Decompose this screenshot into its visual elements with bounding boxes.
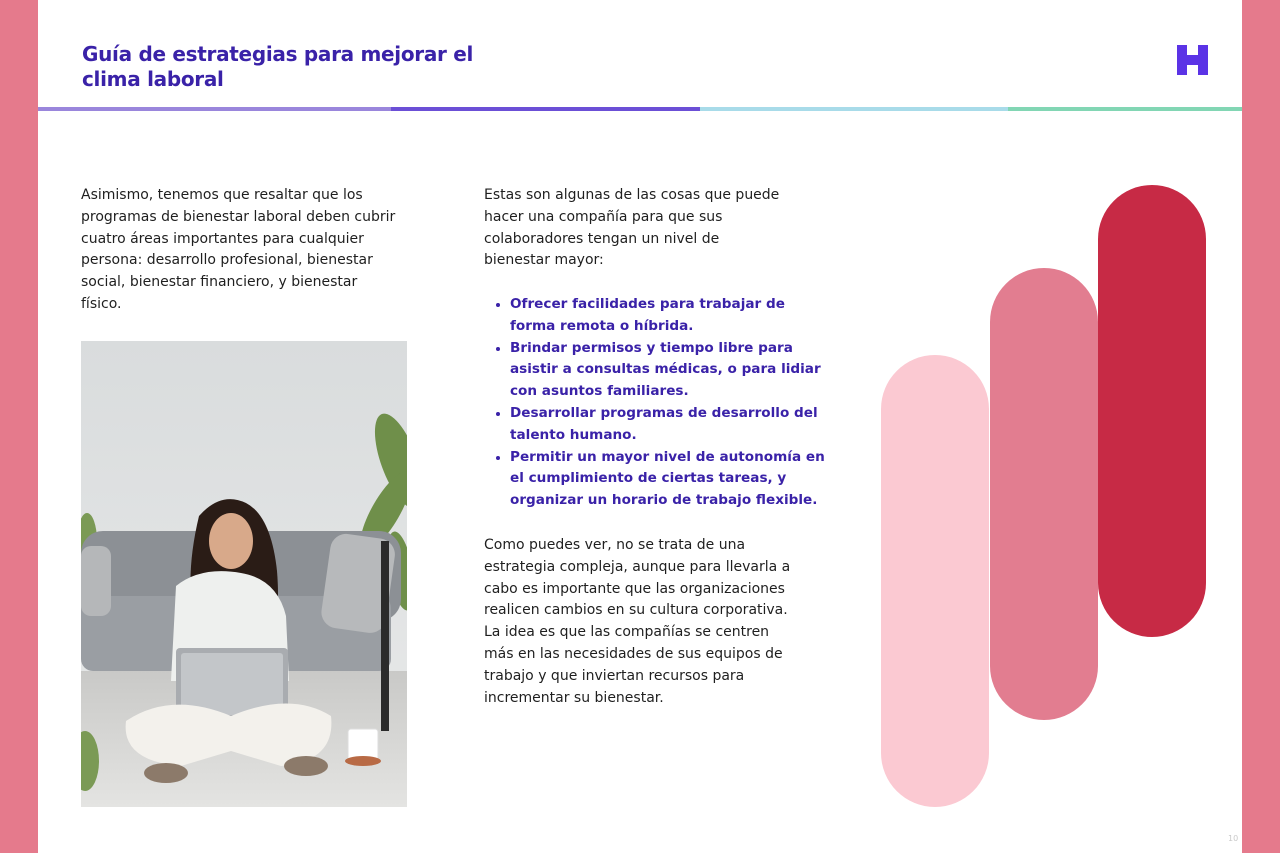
closing-paragraph: Como puedes ver, no se trata de una estrategia compleja, aunque para llevarla a cabo es importante que las organizaciones realicen cambios en su cultura corporativa. La idea es que las compañías se centren más en las necesidades de sus equipos de trabajo y que inviertan recursos para incrementar su bienestar.	[484, 537, 791, 706]
header-rule-segment	[391, 107, 700, 111]
header-rule-segment	[38, 107, 391, 111]
decorative-pill-light	[881, 355, 989, 807]
list-item: • Permitir un mayor nivel de autonomía en el cumplimiento de ciertas tareas, y organizar un horario de trabajo flexible.	[510, 447, 830, 512]
list-item: • Desarrollar programas de desarrollo del talento humano.	[510, 403, 830, 447]
woman-with-laptop-photo	[81, 341, 407, 807]
document-page	[38, 0, 1242, 853]
list-item: • Brindar permisos y tiempo libre para asistir a consultas médicas, o para lidiar con asuntos familiares.	[510, 338, 830, 403]
list-item: • Ofrecer facilidades para trabajar de forma remota o híbrida.	[510, 294, 830, 338]
lead-paragraph: Estas son algunas de las cosas que puede hacer una compañía para que sus colaboradores tengan un nivel de bienestar mayor:	[484, 187, 780, 269]
intro-paragraph: Asimismo, tenemos que resaltar que los programas de bienestar laboral deben cubrir cuatro áreas importantes para cualquier persona: desarrollo profesional, bienestar social, bienestar financiero, y bienestar físico.	[81, 187, 396, 312]
document-title: Guía de estrategias para mejorar el clima laboral	[82, 42, 474, 91]
strategy-list	[496, 294, 830, 512]
decorative-pill-mid	[990, 268, 1098, 720]
header-rule-segment	[1008, 107, 1242, 111]
page-number: 10	[1228, 834, 1239, 843]
decorative-pill-dark	[1098, 185, 1206, 637]
brand-h-logo	[1177, 45, 1208, 75]
header-rule-segment	[700, 107, 1008, 111]
